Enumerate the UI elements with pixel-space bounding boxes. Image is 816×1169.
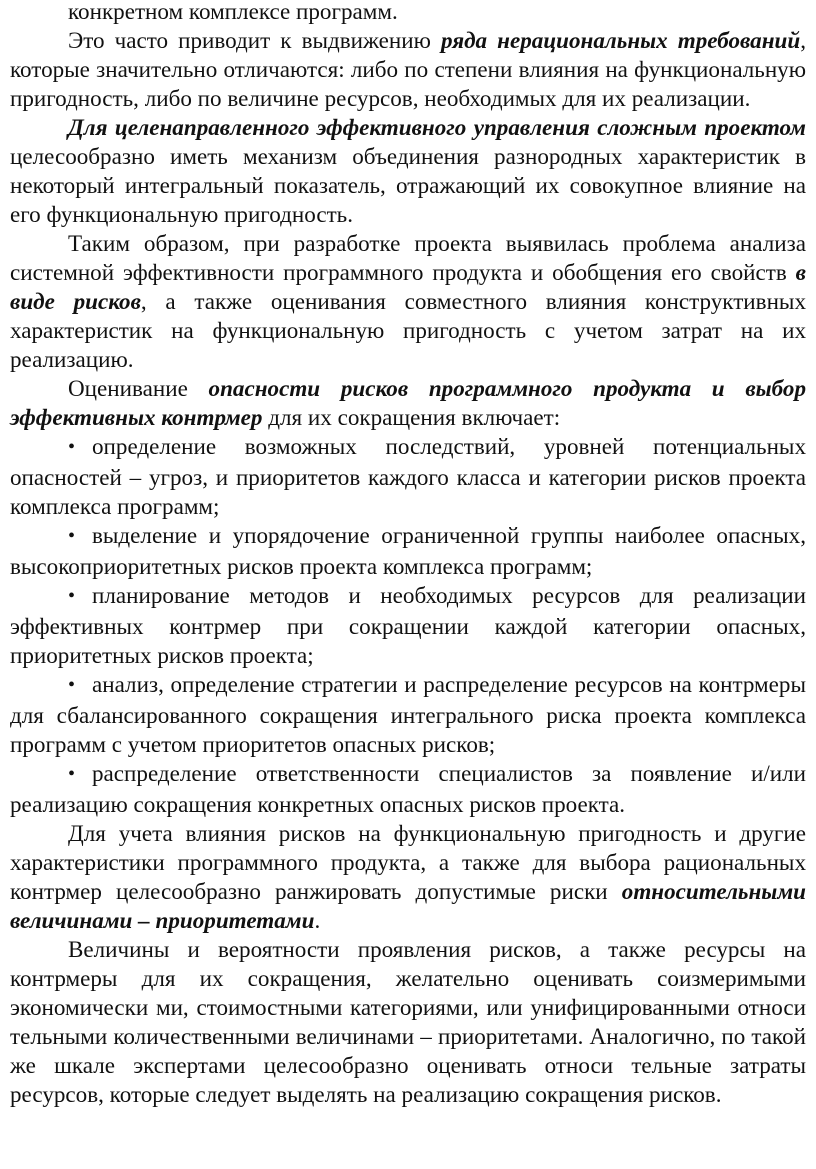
list-item-text: выделение и упорядочение ограниченной группы наиболее опасных, высокоприоритетных рисков проекта комплекса программ; <box>10 522 806 579</box>
text-run: , а также оценивания совместного влияния конструктивных характеристик на функциональную пригодность с учетом затрат на их реализацию. <box>10 288 806 372</box>
emphasis-text: относительными величинами – приоритетами <box>10 878 806 933</box>
emphasis-text: ряда нерациональных требований <box>440 27 801 53</box>
text-run: Таким образом, при разработке проекта выявилась проблема анализа системной эффективности программного продукта и обобщения его свойств <box>10 230 806 285</box>
text-run: . <box>314 907 321 933</box>
text-run: , которые значительно отличаются: либо по степени влияния на функциональную пригодность, либо по величине ресурсов, необходимых для их реализации. <box>10 27 806 111</box>
bullet-icon: • <box>68 525 76 547</box>
document-page <box>10 0 806 1109</box>
text-run: Для учета влияния рисков на функциональную пригодность и другие характеристики программного продукта, а также для выбора рациональных контрмер целесообразно ранжировать допустимые риски <box>10 820 806 904</box>
emphasis-text: Для целенаправленного эффективного управления сложным проектом <box>68 114 806 140</box>
text-run: для их сокращения включает: <box>262 404 561 430</box>
bullet-icon: • <box>68 674 76 696</box>
emphasis-text: в виде рисков <box>10 259 806 314</box>
paragraph-problem <box>10 229 806 374</box>
list-item <box>10 521 806 581</box>
bullet-icon: • <box>68 585 76 607</box>
list-item-text: распределение ответственности специалистов за появление и/или реализацию сокращения конкретных опасных рисков проекта. <box>10 760 806 817</box>
list-item-text: определение возможных последствий, уровней потенциальных опасностей – угроз, и приоритетов каждого класса и категории рисков проекта комплекса программ; <box>10 433 806 519</box>
list-item <box>10 759 806 819</box>
paragraph-requirements <box>10 26 806 113</box>
list-item <box>10 432 806 521</box>
paragraph-ranking <box>10 819 806 935</box>
bullet-icon: • <box>68 763 76 785</box>
text-run: Это часто приводит к выдвижению <box>68 27 441 53</box>
list-item-text: планирование методов и необходимых ресурсов для реализации эффективных контрмер при сокращении каждой категории опасных, приоритетных рисков проекта; <box>10 582 806 668</box>
list-item-text: анализ, определение стратегии и распределение ресурсов на контрмеры для сбалансированного сокращения интегрального риска проекта комплекса программ с учетом приоритетов опасных рисков; <box>10 671 806 757</box>
bullet-icon: • <box>68 436 76 458</box>
text-run: Оценивание <box>68 375 209 401</box>
paragraph-valuation: Величины и вероятности проявления рисков, а также ресурсы на контрмеры для их сокращения, желательно оценивать соизмеримыми экономически ми, стоимостными категориями, или унифицированными относи тельными количественными величинами – приоритетами. Аналогично, по такой же шкале экспертами целесообразно оценивать относи тельные затраты ресурсов, которые следует выделять на реализацию сокращения рисков. <box>10 936 806 1107</box>
paragraph-management <box>10 113 806 229</box>
list-item <box>10 581 806 670</box>
paragraph-continuation: конкретном комплексе программ. <box>68 0 398 24</box>
emphasis-text: опасности рисков программного продукта и выбор эффективных контрмер <box>10 375 806 430</box>
paragraph-evaluation <box>10 374 806 432</box>
text-run: целесообразно иметь механизм объединения разнородных характеристик в некоторый интегральный показатель, отражающий их совокупное влияние на его функциональную пригодность. <box>10 143 806 227</box>
list-item <box>10 670 806 759</box>
